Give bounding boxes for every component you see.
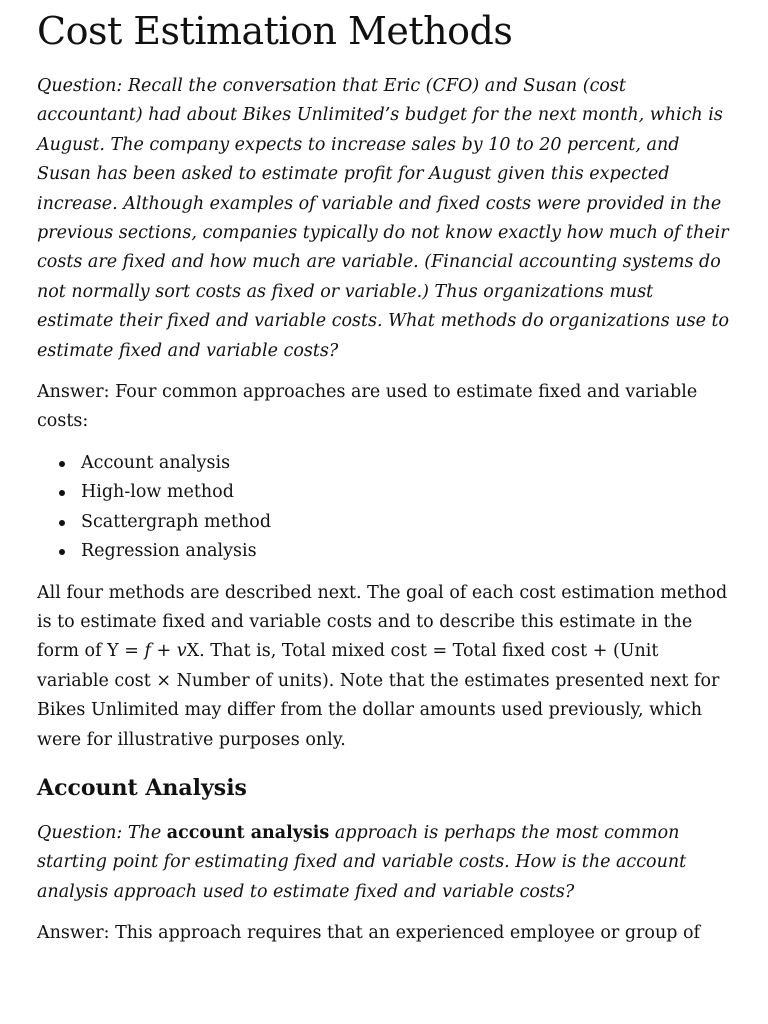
answer-label: Answer: (37, 923, 110, 944)
bullet-icon (59, 549, 65, 555)
bullet-icon (59, 490, 65, 496)
page-title: Cost Estimation Methods (37, 9, 513, 53)
key-term: account analysis (166, 822, 330, 843)
answer-paragraph (37, 378, 732, 437)
list-item: Account analysis (59, 449, 732, 478)
methods-description-paragraph: All four methods are described next. The goal of each cost estimation method is to estimate fixed and variable costs and to describe this estimate in the form of Y = f + vX. That is, Total mixed cost = Total fixed cost + (Unit variable cost × Number of units). Note that the estimates presented next for Bikes Unlimited may differ from the dollar amounts used previously, which were for illustrative purposes only. (37, 582, 728, 750)
answer-text: This approach requires that an experienced employee or group of (115, 923, 700, 944)
question-paragraph-2: Question: The account analysis approach is perhaps the most common starting point for estimating fixed and variable costs. How is the account analysis approach used to estimate fixed and variable costs? (37, 822, 687, 902)
bullet-icon (59, 461, 65, 467)
question-label: Question: (37, 76, 123, 96)
answer-label: Answer: (37, 382, 110, 403)
list-item: Regression analysis (59, 537, 732, 566)
methods-list (37, 449, 732, 567)
list-item: Scattergraph method (59, 508, 732, 537)
formula-f: f (144, 641, 151, 662)
question-paragraph (37, 72, 732, 366)
bullet-icon (59, 520, 65, 526)
answer-text: Four common approaches are used to estimate fixed and variable costs: (37, 382, 698, 432)
question-label: Question: (37, 822, 123, 843)
answer-paragraph-2 (37, 919, 732, 948)
list-item: High-low method (59, 478, 732, 507)
question-text: Recall the conversation that Eric (CFO) and Susan (cost accountant) had about Bikes Unlimited’s budget for the next month, which is August. The company expects to increase sales by 10 to 20 percent, and Susan has been asked to estimate profit for August given this expected increase. Although examples of variable and fixed costs were provided in the previous sections, companies typically do not know exactly how much of their costs are fixed and how much are variable. (Financial accounting systems do not normally sort costs as fixed or variable.) Thus organizations must estimate their fixed and variable costs. What methods do organizations use to estimate fixed and variable costs? (37, 76, 730, 361)
section-heading: Account Analysis (37, 774, 247, 801)
formula-v: v (176, 641, 187, 662)
